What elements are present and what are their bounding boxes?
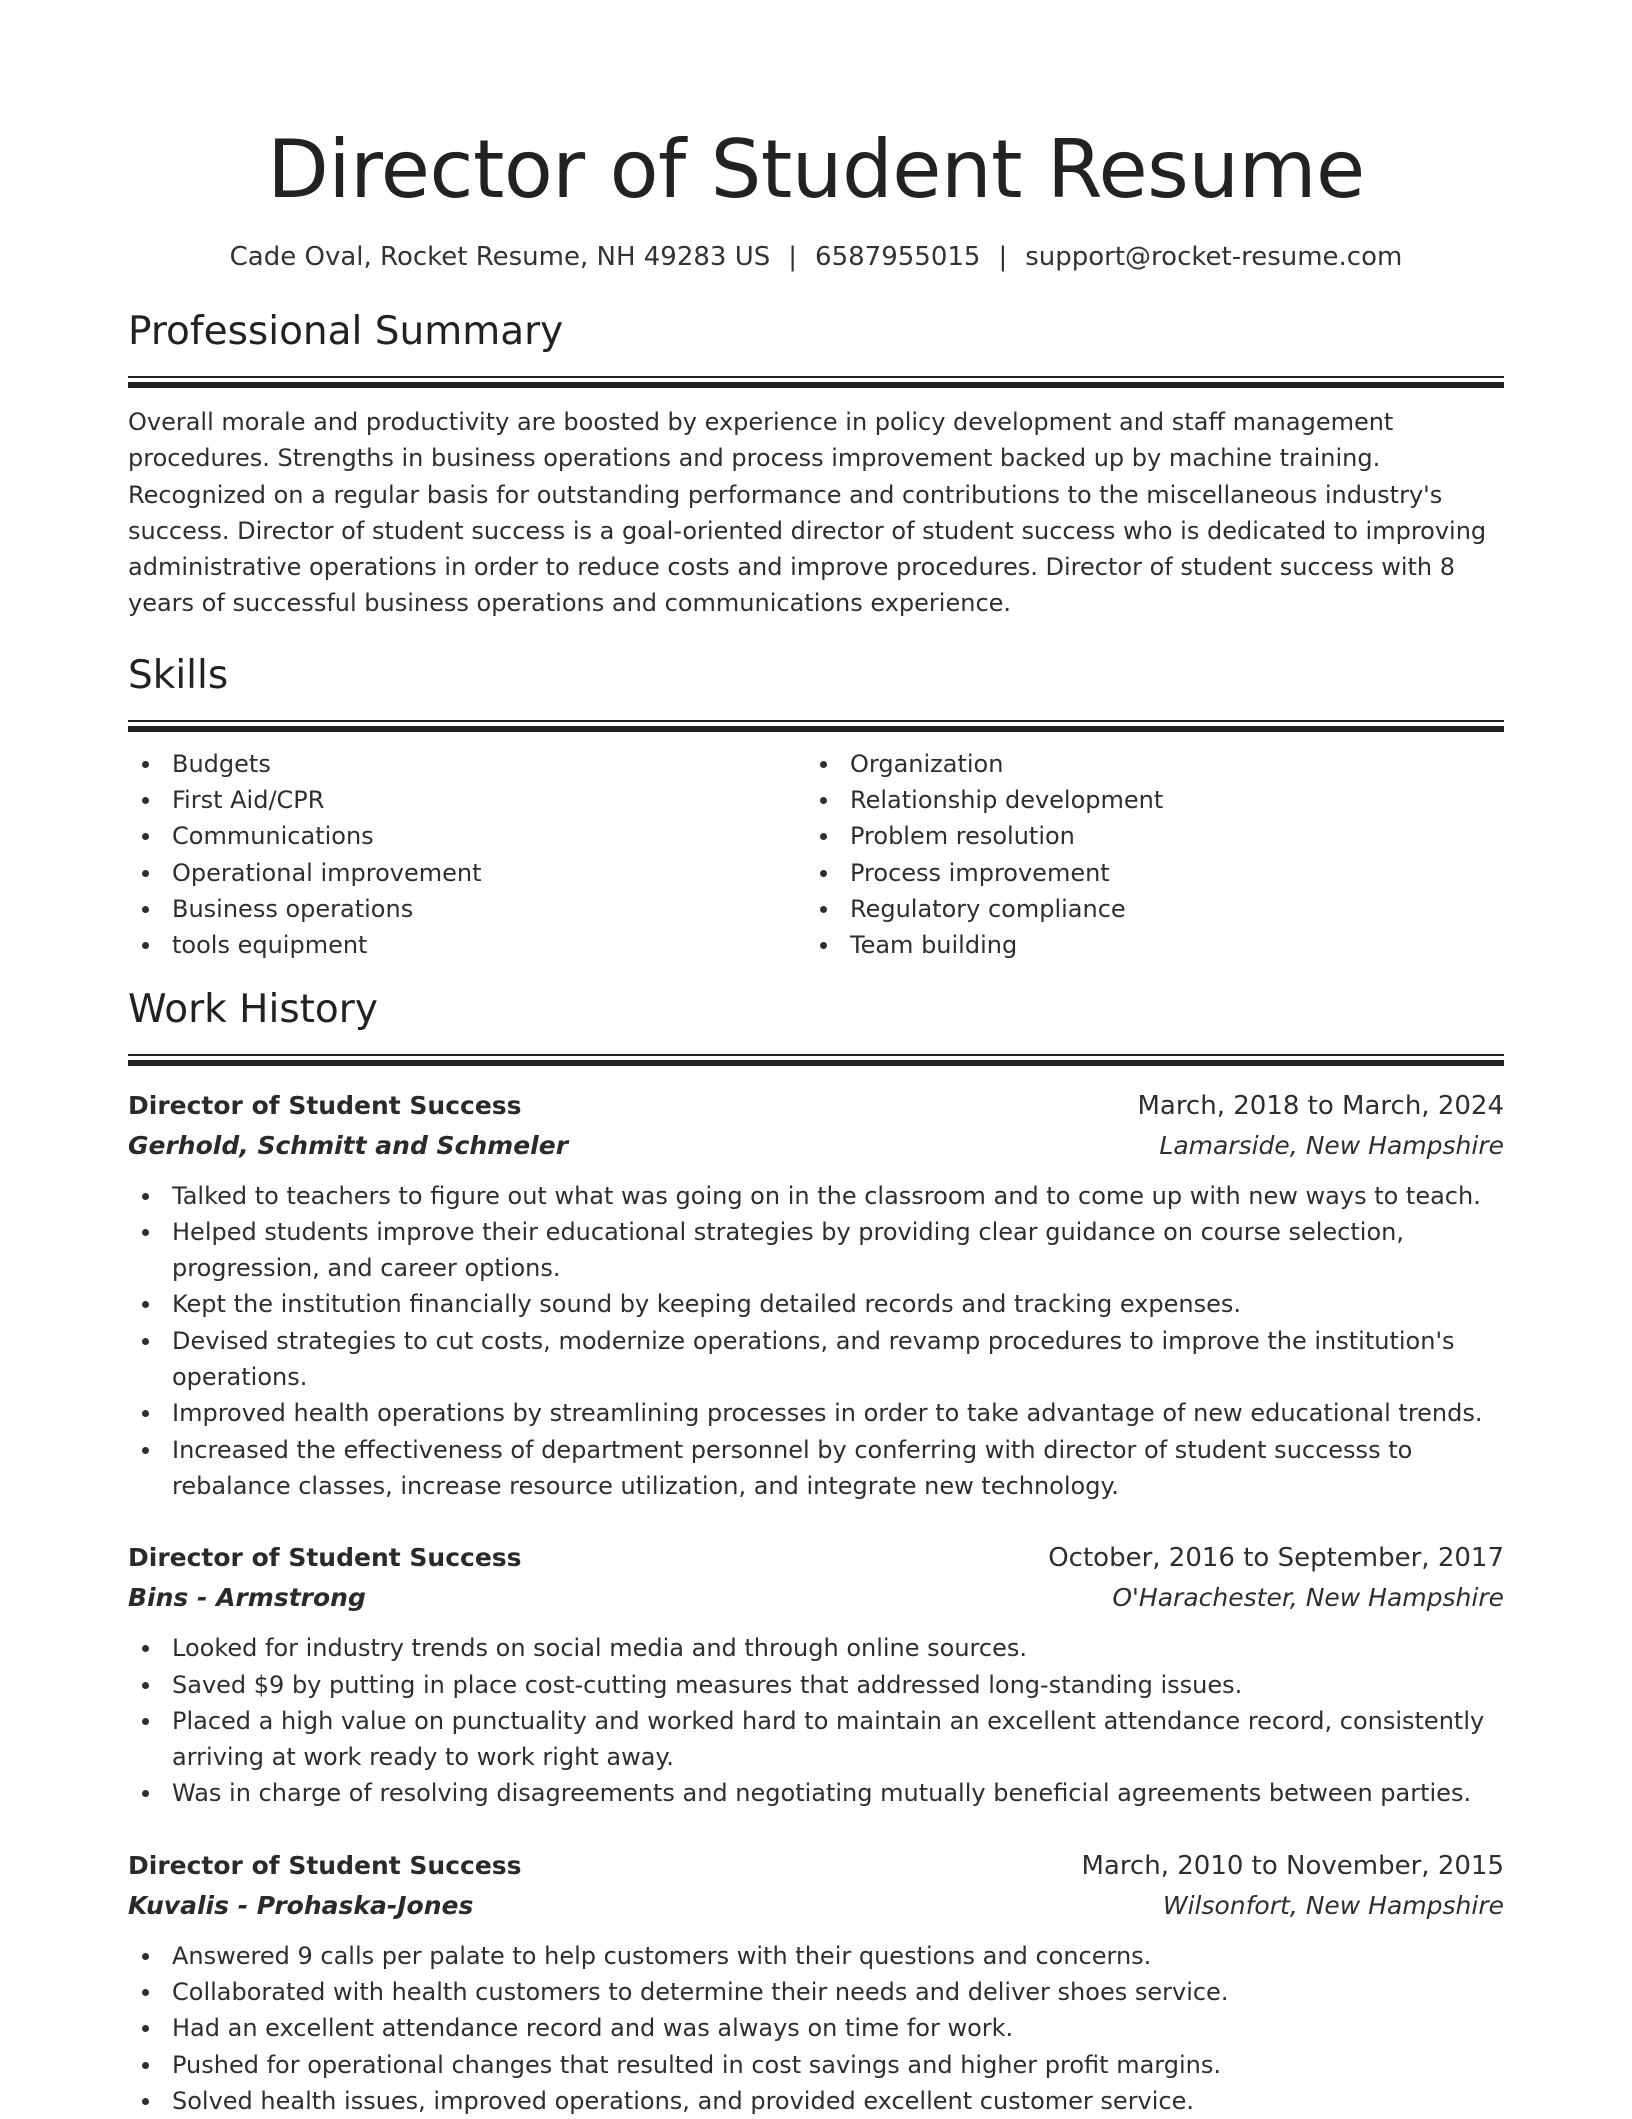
job-duty-item: Talked to teachers to figure out what was going on in the classroom and to come up with new ways to teach.: [172, 1178, 1504, 1214]
skill-item: Operational improvement: [172, 855, 806, 891]
job-entry: [128, 1086, 1504, 1505]
job-duty-item: Helped students improve their educational strategies by providing clear guidance on course selection, progression, and career options.: [172, 1214, 1504, 1287]
job-duties-list: [128, 1178, 1504, 1505]
skill-item: Problem resolution: [850, 818, 1484, 854]
skill-item: Regulatory compliance: [850, 891, 1484, 927]
job-dates: March, 2010 to November, 2015: [1081, 1850, 1504, 1881]
job-company: Gerhold, Schmitt and Schmeler: [128, 1130, 569, 1160]
job-entry: [128, 1538, 1504, 1811]
job-duty-item: Pushed for operational changes that resulted in cost savings and higher profit margins.: [172, 2047, 1504, 2083]
skills-list-right: [806, 746, 1484, 964]
job-duties-list: [128, 1938, 1504, 2119]
skills-list-left: [128, 746, 806, 964]
skill-item: Communications: [172, 818, 806, 854]
section-divider: [128, 720, 1504, 732]
job-duty-item: Devised strategies to cut costs, modernize operations, and revamp procedures to improve the institution's operations.: [172, 1323, 1504, 1396]
job-location: Lamarside, New Hampshire: [1159, 1130, 1504, 1160]
job-duty-item: Placed a high value on punctuality and worked hard to maintain an excellent attendance record, consistently arriving at work ready to work right away.: [172, 1703, 1504, 1776]
skill-item: First Aid/CPR: [172, 782, 806, 818]
job-company: Bins - Armstrong: [128, 1583, 366, 1613]
section-divider: [128, 1054, 1504, 1066]
job-title: Director of Student Success: [128, 1090, 522, 1120]
section-heading-skills: Skills: [128, 652, 229, 698]
resume-title: Director of Student Resume: [267, 123, 1365, 216]
job-duty-item: Collaborated with health customers to determine their needs and deliver shoes service.: [172, 1974, 1504, 2010]
job-company: Kuvalis - Prohaska-Jones: [128, 1890, 474, 1920]
contact-email: support@rocket-resume.com: [1025, 242, 1403, 272]
contact-address: Cade Oval, Rocket Resume, NH 49283 US: [229, 242, 771, 272]
job-duty-item: Solved health issues, improved operations, and provided excellent customer service.: [172, 2083, 1504, 2119]
job-duty-item: Saved $9 by putting in place cost-cutting measures that addressed long-standing issues.: [172, 1667, 1504, 1703]
skill-item: Organization: [850, 746, 1484, 782]
contact-separator: |: [788, 242, 798, 272]
job-duty-item: Kept the institution financially sound by keeping detailed records and tracking expenses.: [172, 1286, 1504, 1322]
job-dates: October, 2016 to September, 2017: [1048, 1543, 1504, 1574]
section-heading-summary: Professional Summary: [128, 309, 564, 354]
skill-item: Budgets: [172, 746, 806, 782]
skill-item: tools equipment: [172, 927, 806, 963]
job-duty-item: Improved health operations by streamlining processes in order to take advantage of new educational trends.: [172, 1395, 1504, 1431]
section-heading-work-history: Work History: [128, 986, 378, 1032]
skill-item: Team building: [850, 927, 1484, 963]
skill-item: Process improvement: [850, 855, 1484, 891]
job-title: Director of Student Success: [128, 1850, 522, 1880]
contact-phone: 6587955015: [815, 242, 981, 272]
job-duty-item: Was in charge of resolving disagreements and negotiating mutually beneficial agreements between parties.: [172, 1775, 1504, 1811]
job-duty-item: Had an excellent attendance record and was always on time for work.: [172, 2010, 1504, 2046]
job-dates: March, 2018 to March, 2024: [1137, 1090, 1504, 1121]
contact-separator: |: [998, 242, 1008, 272]
section-divider: [128, 376, 1504, 388]
skills-section: [128, 652, 1504, 964]
job-duty-item: Answered 9 calls per palate to help customers with their questions and concerns.: [172, 1938, 1504, 1974]
job-duties-list: [128, 1630, 1504, 1811]
job-duty-item: Looked for industry trends on social media and through online sources.: [172, 1630, 1504, 1666]
job-title: Director of Student Success: [128, 1543, 522, 1573]
job-location: O'Harachester, New Hampshire: [1112, 1583, 1504, 1613]
work-history-section: [128, 986, 1504, 2119]
job-location: Wilsonfort, New Hampshire: [1162, 1890, 1504, 1920]
professional-summary-section: [128, 308, 1504, 622]
skills-columns: [128, 746, 1504, 964]
resume-page: [128, 0, 1504, 2119]
summary-text: Overall morale and productivity are boosted by experience in policy development and staff management procedures. Strengths in business operations and process improvement backed up by machine training. Recognized on a regular basis for outstanding performance and contributions to the miscellaneous industry's success. Director of student success is a goal-oriented director of student success who is dedicated to improving administrative operations in order to reduce costs and improve procedures. Director of student success with 8 years of successful business operations and communications experience.: [128, 408, 1487, 618]
skill-item: Business operations: [172, 891, 806, 927]
job-duty-item: Increased the effectiveness of department personnel by conferring with director of student successs to rebalance classes, increase resource utilization, and integrate new technology.: [172, 1432, 1504, 1505]
skill-item: Relationship development: [850, 782, 1484, 818]
job-entry: [128, 1846, 1504, 2119]
contact-line: [128, 240, 1504, 274]
